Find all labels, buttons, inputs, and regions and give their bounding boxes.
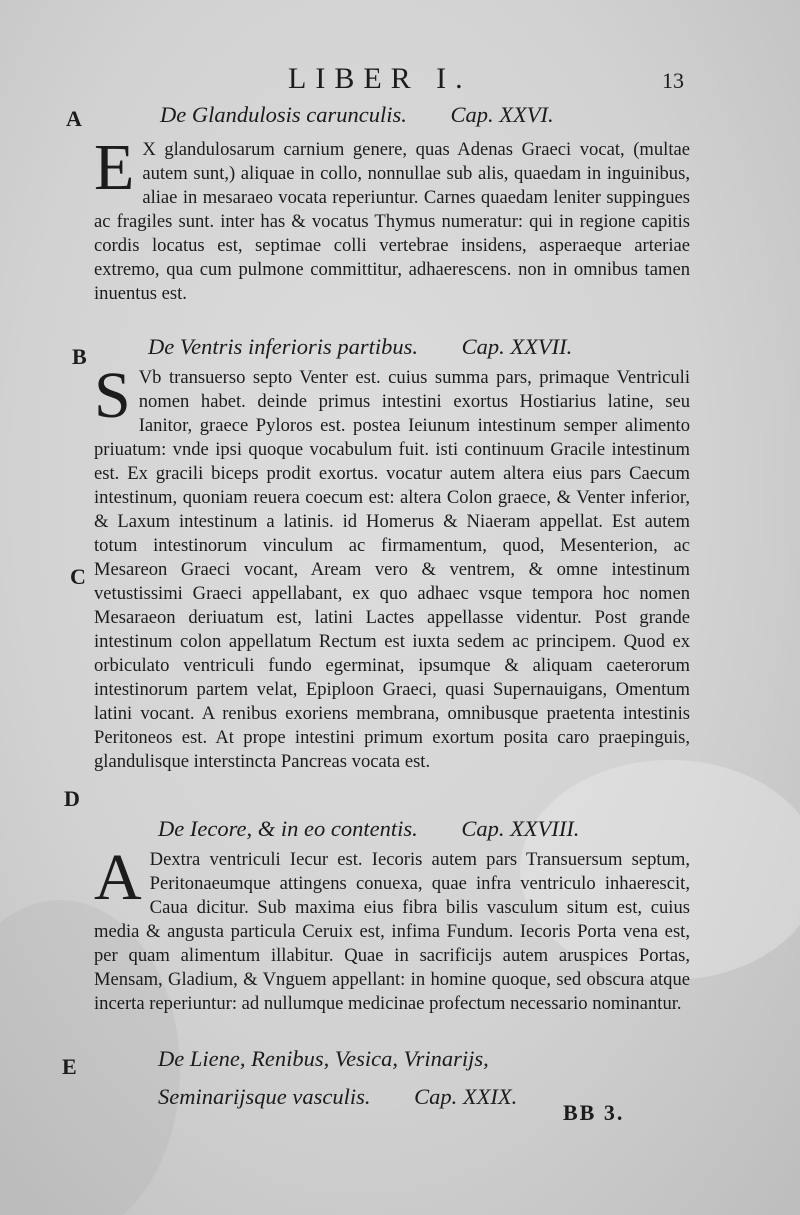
chapter-body — [94, 359, 690, 774]
margin-letter-d: D — [64, 786, 80, 811]
margin-letter-e: E — [62, 1054, 77, 1079]
paragraph-text: Dextra ventriculi Iecur est. Iecoris autem pars Transuersum septum, Peritonaeumque attingens conuexa, quae infra ventriculo inhaerescit, Caua dicitur. Sub maxima eius fibra bilis vasculum situm est, cuius media & angusta particula Ceruix est, infima Fundum. Iecoris Porta vena est, per quam alimentum illabitur. Quae in sacrificijs autem aruspices Portas, Mensam, Gladium, & Vnguem appellant: in homine quoque, sed obscura atque incerta reperiuntur: ad nullumque medicinae profectum necessario nominantur. — [94, 849, 690, 1014]
margin-letter-b: B — [72, 344, 87, 369]
paragraph-text: Vb transuerso septo Venter est. cuius summa pars, primaque Ventriculi nomen habet. deinde primus intestini exortus Hostiarius latine, seu Ianitor, graece Pyloros est. postea Ieiunum intestinum semper alimento priuatum: vnde ipsi quoque vocabulum fuit. isti continuum Gracile intestinum est. Ex gracili biceps prodit exortus. vocatur autem altera eius pars Caecum intestinum, quoniam reuera coecum est: altera Colon graece, & Venter inferior, & Laxum intestinum a latinis. id Homerus & Niaeram appellat. Est autem totum intestinorum vinculum ac firmamentum, quod, Mesenterion, ac Mesareon Graeci vocant, Aream vero & ventrem, & omne intestinum vetustissimi Graeci appellabant, ex quo adhaec vsque tempora hoc nomen Mesaraeon deriuatum est, latini Lactes appellasse videntur. Post grande intestinum colon appellatum Rectum est iuxta sedem ac principem. Quod ex orbiculato ventriculi fundo egerminat, ipsumque & aliquam caeterorum intestinorum partem velat, Epiploon Graeci, quasi Supernauigans, Omentum latini vocant. A renibus exoriens membrana, omnibusque praetenta intestinis Peritoneos est. At prope intestini primum exortum posita caro praepinguis, glandulisque interstincta Pancreas vocata est. — [94, 367, 690, 772]
page-number: 13 — [662, 68, 684, 93]
drop-capital: E — [94, 131, 135, 204]
chapter-heading — [158, 1040, 618, 1116]
chapter-title: De Glandulosis carunculis. — [160, 102, 407, 127]
signature-mark: BB 3. — [563, 1100, 625, 1125]
chapter-paragraph — [94, 841, 690, 1016]
running-head — [0, 62, 800, 102]
chapter-number: Cap. XXVIII. — [461, 816, 580, 841]
paragraph-text: X glandulosarum carnium genere, quas Adenas Graeci vocat, (multae autem sunt,) aliquae in collo, nonnullae sub alis, quaedam in inguinibus, aliae in mesaraeo vocata reperiuntur. Carnes quaedam leniter suppingues ac fragiles sunt. inter has & vocatus Thymus numeratur: qui in regione capitis cordis locatus est, septimae colli vertebrae insidens, asperaeque arteriae extremo, qua cum pulmone committitur, adhaerescens. non in omnibus tamen inuentus est. — [94, 139, 690, 304]
chapter-heading — [148, 334, 768, 360]
drop-capital: S — [94, 359, 131, 432]
chapter-body — [94, 841, 690, 1016]
chapter-title: De Ventris inferioris partibus. — [148, 334, 419, 359]
chapter-paragraph — [94, 359, 690, 774]
chapter-number: Cap. XXVI. — [450, 102, 554, 127]
chapter-body — [94, 131, 690, 306]
chapter-heading — [160, 102, 780, 128]
chapter-number: Cap. XXIX. — [414, 1084, 518, 1109]
book-title: LIBER I. — [288, 62, 472, 95]
chapter-paragraph — [94, 131, 690, 306]
chapter-title: De Iecore, & in eo contentis. — [158, 816, 418, 841]
chapter-number: Cap. XXVII. — [461, 334, 573, 359]
margin-letter-a: A — [66, 106, 82, 131]
drop-capital: A — [94, 841, 142, 914]
chapter-heading — [158, 816, 778, 842]
margin-letter-c: C — [70, 564, 86, 589]
chapter-title: De Liene, Renibus, Vesica, Vrinarijs, Seminarijsque vasculis. — [158, 1046, 489, 1109]
